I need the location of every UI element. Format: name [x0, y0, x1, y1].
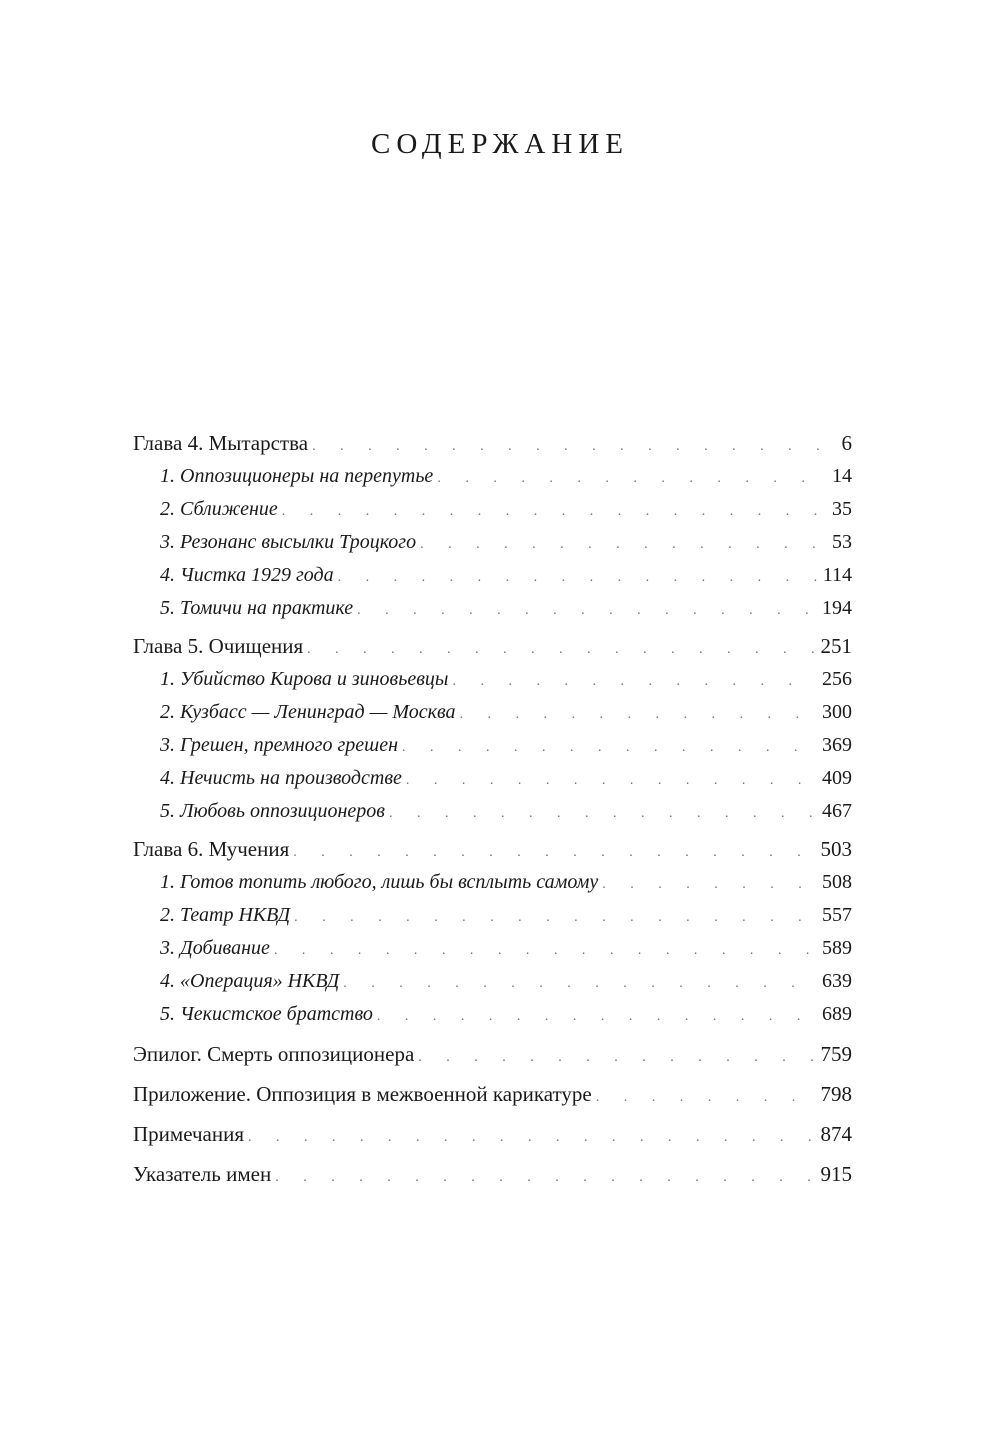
dot-leader [248, 1121, 814, 1151]
toc-section-label: 3. Добивание [160, 937, 270, 959]
toc-chapter-label: Эпилог. Смерть оппозиционера [133, 1042, 415, 1066]
toc-page-number: 467 [822, 800, 852, 822]
dot-leader [307, 633, 814, 663]
toc-section-label: 5. Любовь оппозиционеров [160, 800, 385, 822]
toc-section-label: 1. Готов топить любого, лишь бы всплыть самому [160, 871, 599, 893]
toc-chapter-label: Примечания [133, 1122, 245, 1146]
toc-chapter-label: Указатель имен [133, 1162, 272, 1186]
dot-leader [357, 594, 816, 625]
dot-leader [402, 731, 816, 762]
dot-leader [338, 561, 817, 592]
toc-page-number: 369 [822, 734, 852, 756]
toc-page-number: 53 [832, 531, 852, 553]
toc-page-number: 256 [822, 668, 852, 690]
toc-section[interactable] [133, 663, 852, 696]
toc-page-number: 503 [820, 837, 852, 861]
toc-page-number: 409 [822, 767, 852, 789]
dot-leader [282, 495, 826, 526]
toc-section[interactable] [133, 899, 852, 932]
toc-section-label: 4. «Операция» НКВД [160, 970, 340, 992]
toc-chapter-6[interactable] [133, 833, 852, 866]
page-title: СОДЕРЖАНИЕ [371, 128, 629, 160]
toc-chapter-label: Приложение. Оппозиция в межвоенной карикатуре [133, 1082, 592, 1106]
dot-leader [294, 901, 816, 932]
toc-page-number: 589 [822, 937, 852, 959]
toc-section-label: 5. Чекистское братство [160, 1003, 373, 1025]
toc-section[interactable] [133, 795, 852, 828]
toc-section[interactable] [133, 526, 852, 559]
dot-leader [437, 462, 826, 493]
toc-chapter-4[interactable] [133, 427, 852, 460]
toc-section-label: 4. Чистка 1929 года [160, 564, 334, 586]
toc-section[interactable] [133, 493, 852, 526]
toc-page-number: 639 [822, 970, 852, 992]
dot-leader [389, 797, 816, 828]
dot-leader [406, 764, 816, 795]
toc-page-number: 194 [822, 597, 852, 619]
toc-chapter-label: Глава 5. Очищения [133, 634, 304, 658]
toc-section-label: 3. Резонанс высылки Троцкого [160, 531, 417, 553]
dot-leader [343, 967, 816, 998]
toc-section[interactable] [133, 932, 852, 965]
dot-leader [460, 698, 816, 729]
toc-epilogue[interactable] [133, 1037, 852, 1071]
toc-section-label: 5. Томичи на практике [160, 597, 354, 619]
toc-section[interactable] [133, 592, 852, 625]
toc-section[interactable] [133, 762, 852, 795]
toc-page-number: 557 [822, 904, 852, 926]
dot-leader [418, 1041, 814, 1071]
toc-name-index[interactable] [133, 1157, 852, 1191]
toc-notes[interactable] [133, 1117, 852, 1151]
toc-page-number: 874 [820, 1122, 852, 1146]
toc-section-label: 2. Сближение [160, 498, 278, 520]
toc-section-label: 2. Театр НКВД [160, 904, 291, 926]
dot-leader [377, 1000, 816, 1031]
toc-page-number: 251 [820, 634, 852, 658]
dot-leader [602, 868, 816, 899]
toc-section[interactable] [133, 998, 852, 1031]
toc-chapter-label: Глава 4. Мытарства [133, 431, 309, 455]
toc-section-label: 4. Нечисть на производстве [160, 767, 402, 789]
toc-page-number: 508 [822, 871, 852, 893]
dot-leader [312, 430, 835, 460]
dot-leader [275, 1161, 814, 1191]
toc-page-number: 915 [820, 1162, 852, 1186]
toc-section[interactable] [133, 965, 852, 998]
toc-page-number: 759 [820, 1042, 852, 1066]
dot-leader [274, 934, 816, 965]
toc-section-label: 1. Убийство Кирова и зиновьевцы [160, 668, 449, 690]
toc-page-number: 114 [822, 564, 852, 586]
toc-page-number: 6 [841, 431, 852, 455]
toc-page-number: 14 [832, 465, 852, 487]
toc-chapter-5[interactable] [133, 630, 852, 663]
toc-section[interactable] [133, 866, 852, 899]
toc-page-number: 689 [822, 1003, 852, 1025]
dot-leader [420, 528, 826, 559]
dot-leader [596, 1081, 815, 1111]
toc-page-number: 35 [832, 498, 852, 520]
toc-section[interactable] [133, 559, 852, 592]
dot-leader [293, 836, 814, 866]
toc-section[interactable] [133, 696, 852, 729]
toc-chapter-label: Глава 6. Мучения [133, 837, 290, 861]
toc-section[interactable] [133, 460, 852, 493]
toc-page-number: 300 [822, 701, 852, 723]
toc-section-label: 2. Кузбасс — Ленинград — Москва [160, 701, 456, 723]
toc-section-label: 3. Грешен, премного грешен [160, 734, 399, 756]
dot-leader [452, 665, 816, 696]
toc-section-label: 1. Оппозиционеры на перепутье [160, 465, 434, 487]
table-of-contents [133, 427, 852, 1191]
toc-appendix[interactable] [133, 1077, 852, 1111]
toc-section[interactable] [133, 729, 852, 762]
toc-page-number: 798 [820, 1082, 852, 1106]
